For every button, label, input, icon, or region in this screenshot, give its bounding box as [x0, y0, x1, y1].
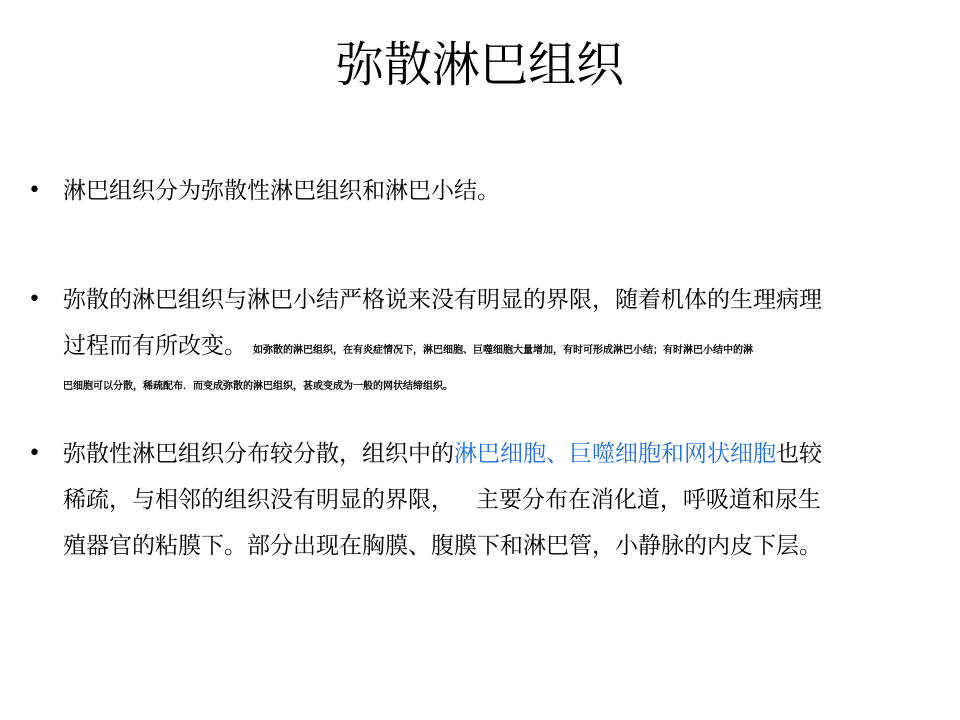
bullet-text	[63, 168, 953, 214]
bullet-marker: •	[28, 178, 41, 203]
bullet-2-line-2: 过程而有所改变。	[63, 333, 247, 359]
bullet-text	[63, 277, 953, 402]
bullet-3-line-2: 稀疏，与相邻的组织没有明显的界限， 主要分布在消化道，呼吸道和尿生	[63, 487, 821, 513]
bullet-3-line-3: 殖器官的粘膜下。部分出现在胸膜、腹膜下和淋巴管，小静脉的内皮下层。	[63, 533, 822, 559]
slide-title: 弥散淋巴组织	[335, 37, 624, 93]
bullet-marker: •	[28, 441, 41, 466]
bullet-text	[63, 431, 953, 569]
bullet-2-note-line-2: 巴细胞可以分散，稀疏配布．而变成弥散的淋巴组织，甚或变成为一般的网状结缔组织。	[63, 381, 453, 392]
bullet-2-line-1: 弥散的淋巴组织与淋巴小结严格说来没有明显的界限，随着机体的生理病理	[63, 287, 822, 313]
bullet-1-text: 淋巴组织分为弥散性淋巴组织和淋巴小结。	[63, 178, 500, 204]
bullet-3-text-before: 弥散性淋巴组织分布较分散，组织中的	[63, 441, 454, 467]
bullet-2-note-line-1: 如弥散的淋巴组织，在有炎症情况下，淋巴细胞、巨噬细胞大量增加，有时可形成淋巴小结；有时淋巴小结中的淋	[253, 345, 753, 356]
bullet-3-highlight: 淋巴细胞、巨噬细胞和网状细胞	[454, 441, 776, 467]
bullet-marker: •	[28, 287, 41, 312]
bullet-3-text-after: 也较	[776, 441, 822, 467]
